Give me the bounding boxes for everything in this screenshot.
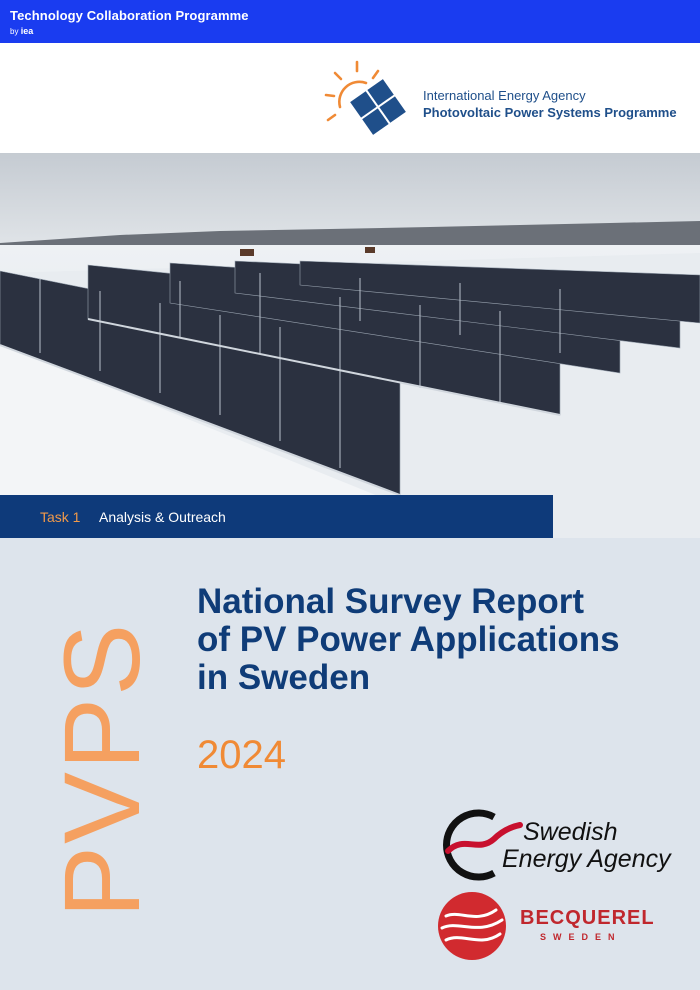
becquerel-subtitle: SWEDEN — [540, 932, 622, 942]
iea-mini-logo: iea — [20, 26, 34, 36]
task-bar — [0, 495, 553, 538]
task-name: Analysis & Outreach — [99, 509, 226, 525]
by-prefix: by — [10, 27, 19, 36]
report-title — [197, 583, 687, 697]
task-number: Task 1 — [40, 509, 81, 525]
sea-name-line-1: Swedish — [523, 818, 618, 846]
sea-name-line-2: Energy Agency — [502, 845, 671, 873]
report-year: 2024 — [197, 733, 286, 777]
cover-photo-solar-field — [0, 153, 700, 538]
iea-name: International Energy Agency — [423, 88, 586, 103]
by-iea-label — [10, 26, 33, 36]
logo-band — [0, 43, 700, 153]
title-line-2: of PV Power Applications — [197, 620, 620, 659]
becquerel-sphere-logo-icon — [436, 890, 508, 962]
title-line-3: in Sweden — [197, 658, 371, 697]
program-title: Technology Collaboration Programme — [10, 8, 249, 23]
title-line-1: National Survey Report — [197, 582, 585, 621]
pvps-vertical-wordmark: PVPS — [41, 621, 162, 918]
sun-panel-logo-icon — [322, 57, 414, 143]
pvps-programme-name: Photovoltaic Power Systems Programme — [423, 105, 677, 120]
becquerel-name: BECQUEREL — [520, 907, 655, 929]
tcp-header-bar — [0, 0, 700, 43]
